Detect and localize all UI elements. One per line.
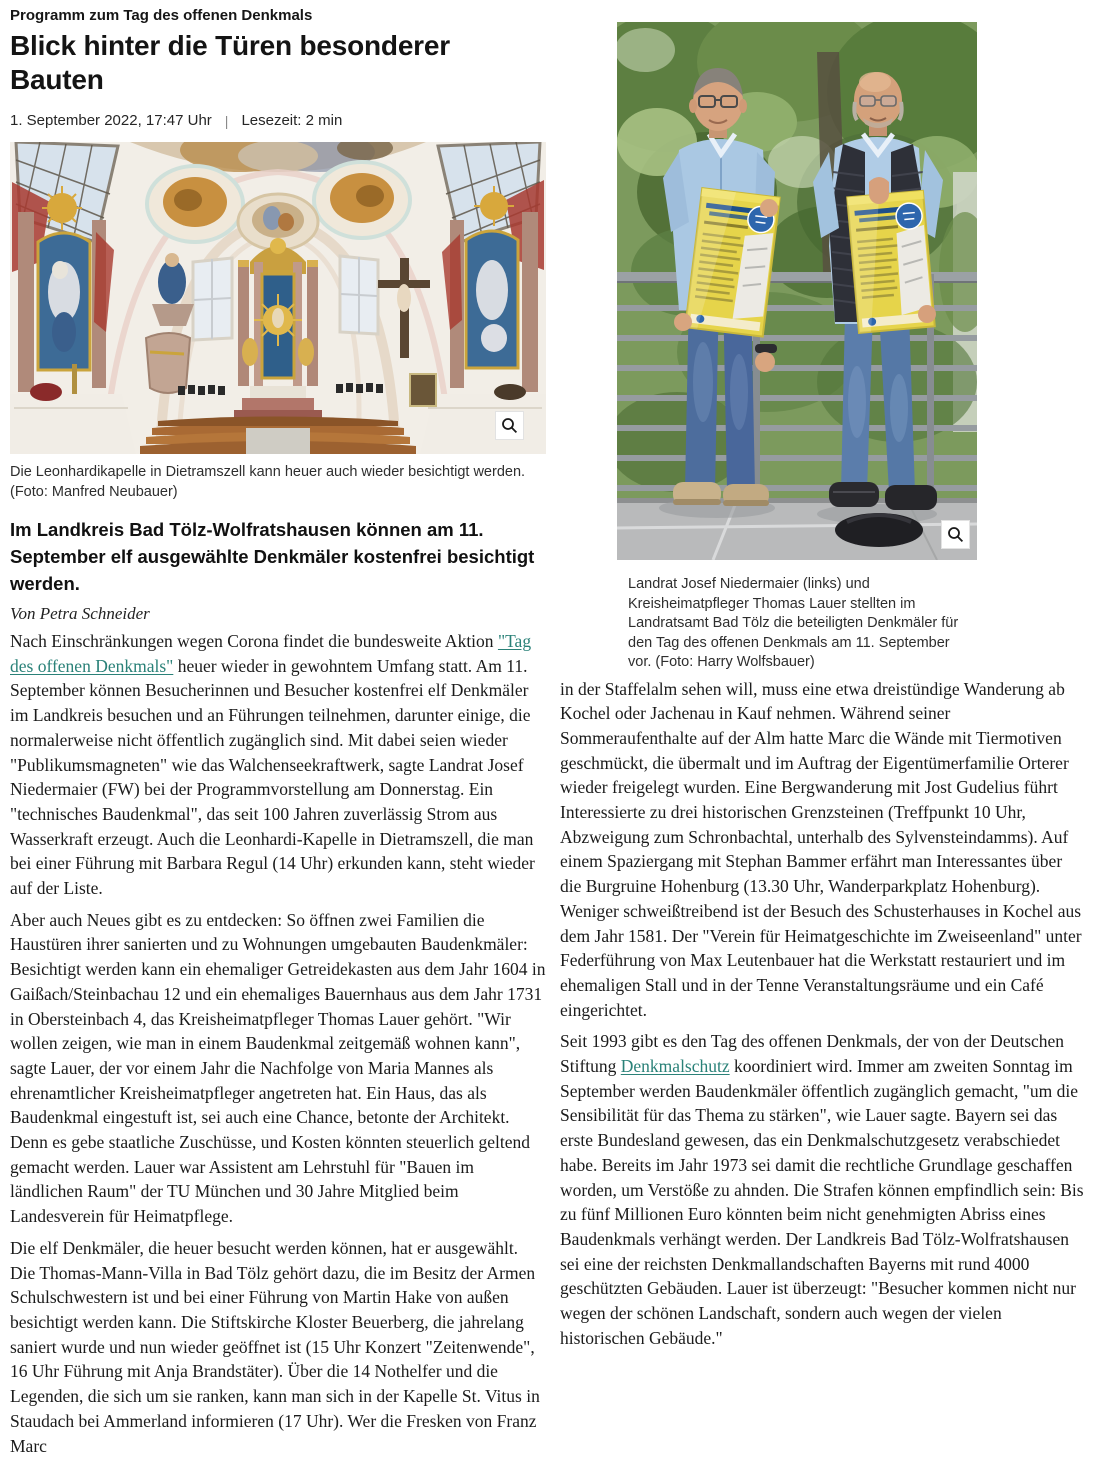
image-caption-church: Die Leonhardikapelle in Dietramszell kann heuer auch wieder besichtigt werden. (Foto: Manfred Neubauer) [10,464,526,500]
paragraph-text: heuer wieder in gewohntem Umfang statt. Am 11. September können Besucherinnen und Besucher kostenfrei elf Denkmäler im Landkreis besuchen und an Führungen teilnehmen, darunter einige, die normalerweise nicht öffentlich zugänglich sind. Mit dabei seien wieder "Publikumsmagneten" wie das Walchenseekraftwerk, sagte Landrat Josef Niedermaier (FW) bei der Programmvorstellung am Donnerstag. Ein "technisches Baudenkmal", das seit 100 Jahren zuverlässig Strom aus Wasserkraft erzeugt. Auch die Leonhardi-Kapelle in Dietramszell, die man bei einer Führung mit Barbara Regul (14 Uhr) erkunden kann, steht wieder auf der Liste. [10,655,535,899]
magnifier-icon [501,417,518,434]
byline: Von Petra Schneider [10,604,150,623]
image-caption-press-photo: Landrat Josef Niedermaier (links) und Kreisheimatpfleger Thomas Lauer stellten im Landratsamt Bad Tölz die beteiligten Denkmäler für den Tag des offenen Denkmals am 11. September vor. (Foto: Harry Wolfsbauer) [628,576,959,670]
image-zoom-button[interactable] [941,520,970,549]
press-photo-image[interactable] [617,22,977,560]
body-paragraph-4: in der Staffelalm sehen will, muss eine etwa dreistündige Wanderung ab Kochel oder Jachenau in Kauf nehmen. Während seiner Sommeraufenthalte auf der Alm hatte Marc die Wände mit Tiermotiven geschmückt, die übermalt und im Auftrag der Eigentümerfamilie Orterer wieder freigelegt wurden. Eine Bergwanderung mit Jost Gudelius führt Interessierte zu drei historischen Grenzsteinen (Treffpunkt 10 Uhr, Abzweigung zum Schronbachtal, unterhalb des Sylvensteindamms). Auf einem Spaziergang mit Stephan Bammer erfährt man Interessantes über die Burgruine Hohenburg (13.30 Uhr, Wanderparkplatz Hohenburg). Weniger schweißtreibend ist der Besuch des Schusterhauses in Kochel aus dem Jahr 1581. Der "Verein für Heimatgeschichte im Zweiseenland" unter Federführung von Max Leutenbauer hat die Werkstatt restauriert und im ehemaligen Stall und in der Tenne Veranstaltungsräume und ein Café eingerichtet. [560,678,1082,1020]
body-paragraph-2: Aber auch Neues gibt es zu entdecken: So öffnen zwei Familien die Haustüren ihrer sanierten und zu Wohnungen umgebauten Baudenkmäler: Besichtigt werden kann ein ehemaliger Getreidekasten aus dem Jahr 1604 in Gaißach/Steinbachau 12 und ein ehemaliges Bauernhaus aus dem Jahr 1731 in Obersteinbach 4, das Kreisheimatpfleger Thomas Lauer gehört. "Wir wollen zeigen, wie man in einem Baudenkmal zeitgemäß wohnen kann", sagte Lauer, der vor einem Jahr die Nachfolge von Maria Mannes als ehrenamtlicher Kreisheimatpfleger angetreten hat. Ein Haus, das als Baudenkmal eingestuft ist, sei auch eine Chance, betonte der Architekt. Denn es gebe staatliche Zuschüsse, und Kosten könnten steuerlich geltend gemacht werden. Lauer war Assistent am Lehrstuhl für "Bauen im ländlichen Raum" der TU München und 30 Jahre Mitglied beim Landesverein für Heimatpflege. [10,909,546,1227]
article-lede: Im Landkreis Bad Tölz-Wolfratshausen können am 11. September elf ausgewählte Denkmäler kostenfrei besichtigt werden. [10,519,535,594]
link-tag-des-offenen-denkmals[interactable]: "Tag des offenen Denkmals" [10,631,532,676]
meta-separator: | [224,112,229,129]
paragraph-text: koordiniert wird. Immer am zweiten Sonntag im September werden Baudenkmäler öffentlich zugänglich gemacht, "um die Sensibilität für das Thema zu stärken", wie Lauer sagte. Bayern sei das erste Bundesland gewesen, das ein Denkmalschutzgesetz verabschiedet habe. Bereits im Jahr 1973 sei damit die rechtliche Grundlage geschaffen worden, um Verstöße zu ahnden. Die Strafen können empfindlich sein: Bis zu fünf Millionen Euro könnten beim nicht genehmigten Abriss eines Baudenkmals verhängt werden. Der Landkreis Bad Tölz-Wolfratshausen sei eine der reichsten Denkmallandschaften Bayerns mit rund 4000 geschützten Gebäuden. Lauer ist überzeugt: "Besucher kommen nicht nur wegen der schönen Landschaft, sondern auch wegen der vielen historischen Gebäude." [560,1056,1084,1348]
body-paragraph-1 [10,629,546,901]
magnifier-icon [947,526,964,543]
page-title: Blick hinter die Türen besonderer Bauten [10,30,450,95]
publish-date: 1. September 2022, 17:47 Uhr [10,112,212,129]
press-photo-illustration [617,22,977,560]
paragraph-text: Seit 1993 gibt es den Tag des offenen Denkmals, der von der Deutschen Stiftung [560,1031,1065,1077]
left-column [10,0,546,1465]
body-paragraph-5 [560,1029,1086,1350]
reading-time: Lesezeit: 2 min [241,112,343,129]
body-paragraph-3: Die elf Denkmäler, die heuer besucht werden können, hat er ausgewählt. Die Thomas-Mann-Villa in Bad Tölz gehört dazu, die im Besitz der Armen Schulschwestern ist und bei einer Führung von Martin Hake von außen besichtigt werden kann. Die Stiftskirche Kloster Beuerberg, die jahrelang saniert wurde und nun wieder geöffnet ist (15 Uhr Konzert "Zeitenwende", 16 Uhr Führung mit Anja Brandstäter). Über die 14 Nothelfer und die Legenden, die sich um sie ranken, kann man sich in der Kapelle St. Vitus in Staudach bei Ammerland informieren (17 Uhr). Wer die Fresken von Franz Marc [10,1237,540,1456]
church-interior-illustration [10,142,546,454]
paragraph-text: Nach Einschränkungen wegen Corona findet die bundesweite Aktion [10,631,498,651]
church-interior-image[interactable] [10,142,546,454]
image-zoom-button[interactable] [495,411,524,440]
article-body-left [10,629,546,1458]
right-column [560,0,1086,1465]
link-denkmalschutz[interactable]: Denkmalschutz [620,1056,730,1077]
article-body-right [560,677,1086,1351]
article-meta [10,112,546,129]
kicker: Programm zum Tag des offenen Denkmals [10,7,313,24]
